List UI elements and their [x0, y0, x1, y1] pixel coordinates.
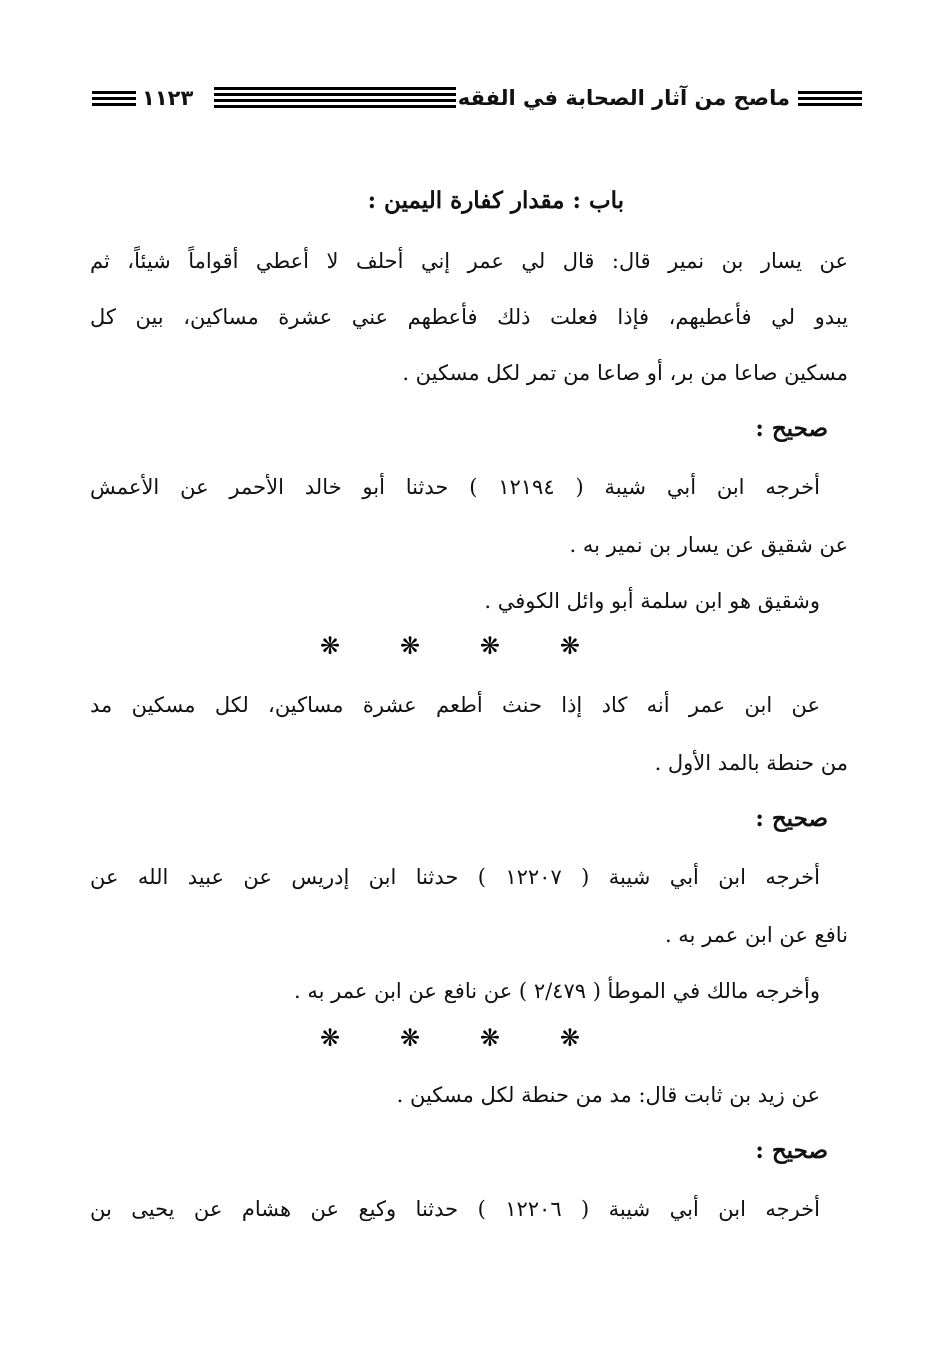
text-line: مسكين صاعا من بر، أو صاعا من تمر لكل مسكين .: [402, 361, 848, 385]
text-line: وأخرجه مالك في الموطأ ( ٢/٤٧٩ ) عن نافع عن ابن عمر به .: [294, 979, 820, 1003]
text-line: عن يسار بن نمير قال: قال لي عمر إني أحلف لا أعطي أقواماً شيئاً، ثم: [90, 249, 848, 273]
chapter-title: باب : مقدار كفارة اليمين :: [367, 187, 624, 214]
separator-star-icon: ❋: [559, 1024, 580, 1052]
header-rule-middle: [214, 87, 456, 108]
separator-star-icon: ❋: [479, 632, 501, 660]
separator-star-icon: ❋: [399, 632, 421, 660]
separator-star-icon: ❋: [559, 632, 580, 660]
text-line: عن زيد بن ثابت قال: مد من حنطة لكل مسكين .: [396, 1083, 820, 1107]
sahih-heading: صحيح :: [755, 415, 828, 442]
text-line: وشقيق هو ابن سلمة أبو وائل الكوفي .: [484, 589, 820, 613]
page-number: ١١٢٣: [142, 86, 194, 110]
separator-star-icon: ❋: [399, 1024, 421, 1052]
running-header: [92, 72, 862, 122]
separator-star-icon: ❋: [320, 1024, 341, 1052]
sahih-heading: صحيح :: [755, 805, 828, 832]
text-line: من حنطة بالمد الأول .: [654, 751, 848, 775]
header-rule-left: [92, 91, 136, 106]
section-separator: [320, 1024, 580, 1052]
header-rule-right: [798, 91, 862, 106]
text-line: أخرجه ابن أبي شيبة ( ١٢١٩٤ ) حدثنا أبو خالد الأحمر عن الأعمش: [90, 475, 820, 499]
text-line: أخرجه ابن أبي شيبة ( ١٢٢٠٦ ) حدثنا وكيع عن هشام عن يحيى بن: [90, 1197, 820, 1221]
separator-star-icon: ❋: [479, 1024, 501, 1052]
book-title: ماصح من آثار الصحابة في الفقه: [457, 86, 790, 110]
text-line: يبدو لي فأعطيهم، فإذا فعلت ذلك فأعطهم عني عشرة مساكين، بين كل: [90, 305, 848, 329]
section-separator: [320, 632, 580, 660]
text-line: عن ابن عمر أنه كاد إذا حنث أطعم عشرة مساكين، لكل مسكين مد: [90, 693, 820, 717]
separator-star-icon: ❋: [320, 632, 341, 660]
text-line: أخرجه ابن أبي شيبة ( ١٢٢٠٧ ) حدثنا ابن إدريس عن عبيد الله عن: [90, 865, 820, 889]
sahih-heading: صحيح :: [755, 1137, 828, 1164]
text-line: عن شقيق عن يسار بن نمير به .: [569, 533, 848, 557]
text-line: نافع عن ابن عمر به .: [664, 923, 848, 947]
